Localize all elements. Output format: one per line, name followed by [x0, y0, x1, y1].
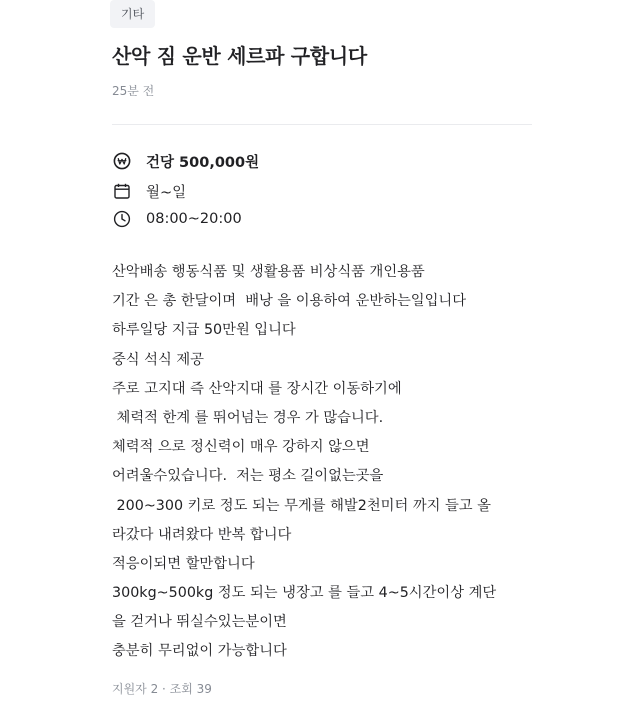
body-line: 체력적 한계 를 뛰어넘는 경우 가 많습니다. [112, 409, 384, 426]
category-chip[interactable]: 기타 [110, 0, 155, 28]
post-stats: 지원자 2 · 조회 39 [112, 682, 212, 696]
hours-text: 08:00~20:00 [146, 211, 242, 227]
body-line: 주로 고지대 즉 산악지대 를 장시간 이동하기에 [112, 380, 402, 397]
body-line: 라갔다 내려왔다 반복 합니다 [112, 526, 292, 543]
body-line: 하루일당 지급 50만원 입니다 [112, 322, 296, 339]
body-line: 을 걷거나 뛰실수있는분이면 [112, 614, 287, 631]
post-time: 25분 전 [112, 84, 155, 98]
post-body [112, 258, 612, 667]
post-title: 산악 짐 운반 세르파 구합니다 [112, 44, 367, 68]
body-line: 300kg~500kg 정도 되는 냉장고 를 들고 4~5시간이상 계단 [112, 585, 497, 602]
won-coin-icon [112, 151, 132, 171]
body-line: 산악배송 행동식품 및 생활용품 비상식품 개인용품 [112, 264, 425, 280]
body-line: 체력적 으로 정신력이 매우 강하지 않으면 [112, 439, 370, 456]
info-days [112, 179, 186, 203]
divider [112, 124, 532, 125]
pay-text: 건당 500,000원 [146, 154, 260, 171]
body-line: 중식 석식 제공 [112, 351, 204, 368]
body-line: 적응이되면 할만합니다 [112, 555, 255, 572]
body-line: 200~300 키로 정도 되는 무게를 해발2천미터 까지 들고 올 [112, 497, 491, 514]
info-pay [112, 149, 259, 173]
body-line: 어려울수있습니다. 저는 평소 길이없는곳을 [112, 468, 384, 485]
body-line: 충분히 무리없이 가능합니다 [112, 643, 287, 660]
info-hours [112, 207, 242, 231]
clock-icon [112, 209, 132, 229]
body-line: 기간 은 총 한달이며 배낭 을 이용하여 운반하는일입니다 [112, 293, 467, 310]
calendar-icon [112, 181, 132, 201]
days-text: 월~일 [146, 184, 187, 201]
